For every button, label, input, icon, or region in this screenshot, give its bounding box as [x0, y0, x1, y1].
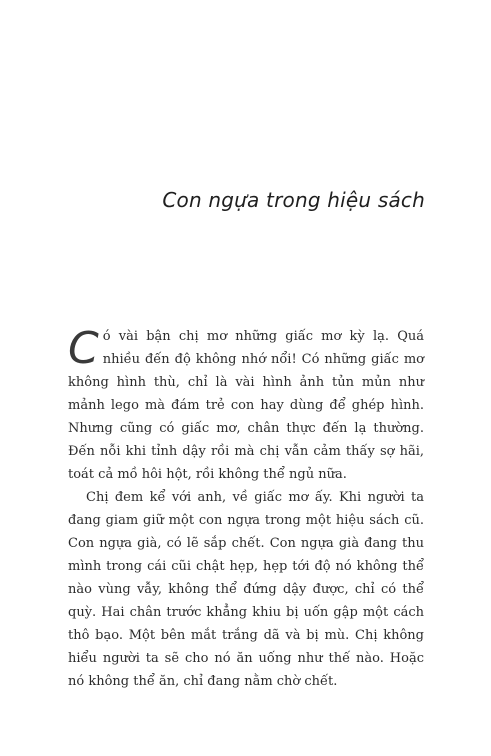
chapter-title: Con ngựa trong hiệu sách	[162, 188, 425, 212]
paragraph-1-text: ó vài bận chị mơ những giấc mơ kỳ lạ. Quá nhiều đến độ không nhớ nổi! Có những giấc mơ không hình thù, chỉ là vài hình ảnh tủn mủn như mảnh lego mà đám trẻ con hay dùng để ghép hình. Nhưng cũng có giấc mơ, chân thực đến lạ thường. Đến nỗi khi tỉnh dậy rồi mà chị vẫn cảm thấy sợ hãi, toát cả mồ hôi hột, rồi không thể ngủ nữa.	[68, 329, 424, 482]
paragraph-1	[68, 325, 424, 486]
body-text	[68, 325, 424, 693]
drop-cap: C	[68, 323, 99, 374]
paragraph-2: Chị đem kể với anh, về giấc mơ ấy. Khi người ta đang giam giữ một con ngựa trong một hiệu sách cũ. Con ngựa già, có lẽ sắp chết. Con ngựa già đang thu mình trong cái cũi chật hẹp, hẹp tới độ nó không thể nào vùng vẫy, không thể đứng dậy được, chỉ có thể quỳ. Hai chân trước khẳng khiu bị uốn gập một cách thô bạo. Một bên mắt trắng dã và bị mù. Chị không hiểu người ta sẽ cho nó ăn uống như thế nào. Hoặc nó không thể ăn, chỉ đang nằm chờ chết.	[68, 490, 424, 689]
